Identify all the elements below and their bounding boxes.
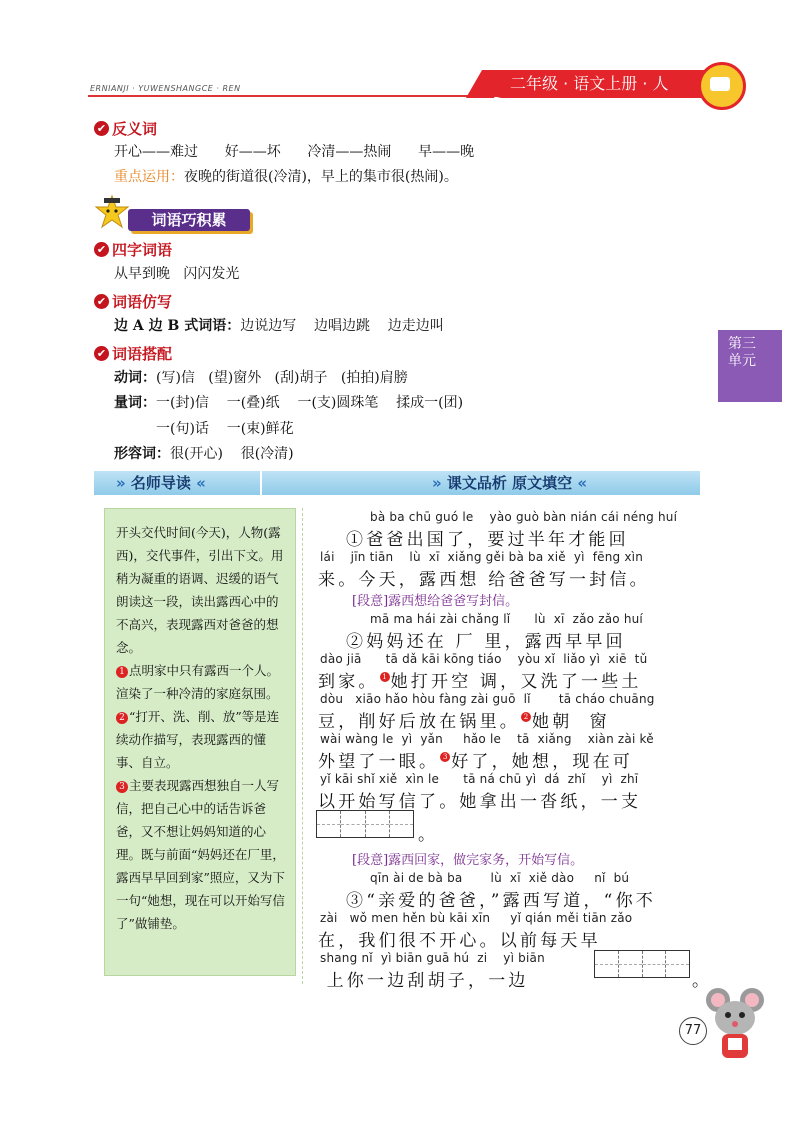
antonyms-heading: [94, 118, 157, 139]
pinyin-line: dào jiā tā dǎ kāi kōng tiáo yòu xǐ liǎo yì xiē tǔ: [320, 652, 648, 666]
imitate-heading: [94, 291, 172, 312]
writing-grid-blank-2[interactable]: [594, 950, 690, 978]
note-1-text: 点明家中只有露西一个人。渲染了一种冷清的家庭氛围。: [116, 663, 280, 701]
paragraph-summary: [352, 590, 518, 609]
four-char-title: 四字词语: [112, 241, 173, 259]
antonyms-title: 反义词: [112, 120, 158, 138]
left-bar-title: » 名师导读 «: [116, 474, 206, 492]
notes-intro: 开头交代时间(今天)，人物(露西)，交代事件，引出下文。用稍为凝重的语调、迟缓的语气朗读这一段，读出露西心中的不高兴，表现露西对爸爸的想念。: [116, 525, 284, 655]
imitate-title: 词语仿写: [112, 293, 173, 311]
verb-text: (写)信 (望)窗外 (刮)胡子 (拍拍)肩膀: [156, 370, 408, 386]
text-line: 来。今天，露西想 给爸爸写一封信。: [318, 570, 650, 590]
note-marker-3: 3: [440, 752, 450, 762]
collocation-heading: [94, 343, 172, 364]
four-char-heading: [94, 239, 172, 260]
column-divider: [302, 508, 303, 984]
adj-line: [114, 443, 294, 463]
usage-text: 夜晚的街道很(冷清)，早上的集市很(热闹)。: [184, 169, 458, 185]
text-segment: 好了，她想，现在可: [451, 752, 634, 772]
left-bar-label: 名师导读: [130, 474, 191, 492]
header-code: ERNIANJI · YUWENSHANGCE · REN: [90, 84, 241, 93]
text-line: ①爸爸出国了，要过半年才能回: [346, 530, 629, 550]
note-number-3: 3: [116, 781, 128, 793]
imitate-line: [114, 315, 444, 335]
text-segment: 到家。: [318, 672, 379, 692]
imitate-label: 边 A 边 B 式词语：: [114, 318, 241, 334]
paragraph-summary: [352, 849, 583, 868]
note-2: [116, 705, 286, 774]
text-line: [318, 667, 642, 692]
header-tag: 二年级 · 语文上册 · 人: [488, 70, 718, 98]
verb-line: [114, 367, 408, 387]
pinyin-line: qīn ài de bà ba lù xī xiě dào nǐ bú: [370, 871, 630, 885]
summary-label: [段意]: [352, 853, 389, 868]
unit-side-tab: [718, 330, 782, 402]
antonyms-line: 开心——难过 好——坏 冷清——热闹 早——晚: [114, 144, 475, 160]
text-line: 以开始写信了。她拿出一沓纸，一支: [318, 792, 642, 812]
note-number-1: 1: [116, 666, 128, 678]
teacher-notes-box: [104, 508, 296, 976]
adj-label: 形容词：: [114, 446, 170, 462]
note-number-2: 2: [116, 712, 128, 724]
pinyin-line: mā ma hái zài chǎng lǐ lù xī zǎo zǎo huí: [370, 612, 643, 626]
adj-text: 很(开心) 很(冷清): [170, 446, 294, 462]
usage-label: 重点运用：: [114, 169, 184, 185]
check-icon: ✔: [94, 346, 109, 361]
text-line: [318, 707, 610, 732]
pinyin-line: bà ba chū guó le yào guò bàn nián cái néng huí: [370, 510, 678, 524]
imitate-text: 边说边写 边唱边跳 边走边叫: [240, 318, 444, 334]
text-line: [318, 747, 633, 772]
four-char-line: 从早到晚 闪闪发光: [114, 266, 240, 282]
summary-text: 露西想给爸爸写封信。: [388, 594, 519, 609]
check-icon: ✔: [94, 294, 109, 309]
note-3-text: 主要表现露西想独自一人写信，把自己心中的话告诉爸爸，又不想让妈妈知道的心理。既与前面“妈妈还在厂里，露西早早回到家”照应，又为下一句“她想，现在可以开始写信了”做铺垫。: [116, 778, 285, 931]
book-logo-icon: [698, 62, 746, 110]
right-bar-label: 课文品析 原文填空: [446, 474, 573, 492]
page-number: 77: [679, 1017, 707, 1045]
note-3: [116, 774, 286, 935]
text-line: 上你一边刮胡子，一边: [318, 971, 529, 991]
pinyin-line: shang nǐ yì biān guā hú zi yì biān: [320, 951, 545, 965]
pinyin-line: yǐ kāi shǐ xiě xìn le tā ná chū yì dá zhǐ yì zhī: [320, 772, 639, 786]
text-line: ③“亲爱的爸爸，”露西写道，“你不: [346, 891, 656, 911]
summary-label: [段意]: [352, 594, 389, 609]
pinyin-line: zài wǒ men hěn bù kāi xīn yǐ qián měi tiān zǎo: [320, 911, 633, 925]
writing-grid-blank-1[interactable]: [316, 810, 414, 838]
side-tab-line-1: 第三: [728, 336, 756, 352]
check-icon: ✔: [94, 242, 109, 257]
measure-line-2: 一(句)话 一(束)鲜花: [156, 421, 294, 437]
pinyin-line: lái jīn tiān lù xī xiǎng gěi bà ba xiě yì fēng xìn: [320, 550, 643, 564]
text-segment: 外望了一眼。: [318, 752, 440, 772]
collocation-title: 词语搭配: [112, 345, 173, 363]
note-2-text: “打开、洗、削、放”等是连续动作描写，表现露西的懂事、自立。: [116, 709, 280, 770]
note-marker-2: 2: [521, 712, 531, 722]
measure-line-1: [114, 392, 463, 412]
text-line: 。: [692, 971, 713, 991]
text-segment: 豆，削好后放在锅里。: [318, 712, 520, 732]
measure-text-1: 一(封)信 一(叠)纸 一(支)圆珠笔 揉成一(团): [156, 395, 464, 411]
right-bar-title: » 课文品析 原文填空 «: [432, 474, 588, 492]
text-segment: 她打开空 调，又洗了一些土: [390, 672, 642, 692]
antonyms-usage: [114, 166, 458, 186]
measure-label: 量词：: [114, 395, 156, 411]
text-line: 。: [418, 825, 439, 845]
side-tab-line-2: 单元: [728, 353, 756, 369]
note-marker-1: 1: [380, 672, 390, 682]
text-line: 在，我们很不开心。以前每天早: [318, 931, 601, 951]
check-icon: ✔: [94, 121, 109, 136]
note-1: [116, 659, 286, 705]
pinyin-line: wài wàng le yì yǎn hǎo le tā xiǎng xiàn zài kě: [320, 732, 654, 746]
verb-label: 动词：: [114, 370, 156, 386]
star-mascot-icon: [94, 194, 130, 230]
summary-text: 露西回家，做完家务，开始写信。: [388, 853, 584, 868]
mouse-mascot-icon: [700, 986, 770, 1066]
pinyin-line: dòu xiāo hǎo hòu fàng zài guō lǐ tā cháo chuāng: [320, 692, 655, 706]
text-line: ②妈妈还在 厂 里，露西早早回: [346, 632, 626, 652]
section-banner: 词语巧积累: [128, 209, 250, 231]
text-segment: 她朝 窗: [532, 712, 610, 732]
